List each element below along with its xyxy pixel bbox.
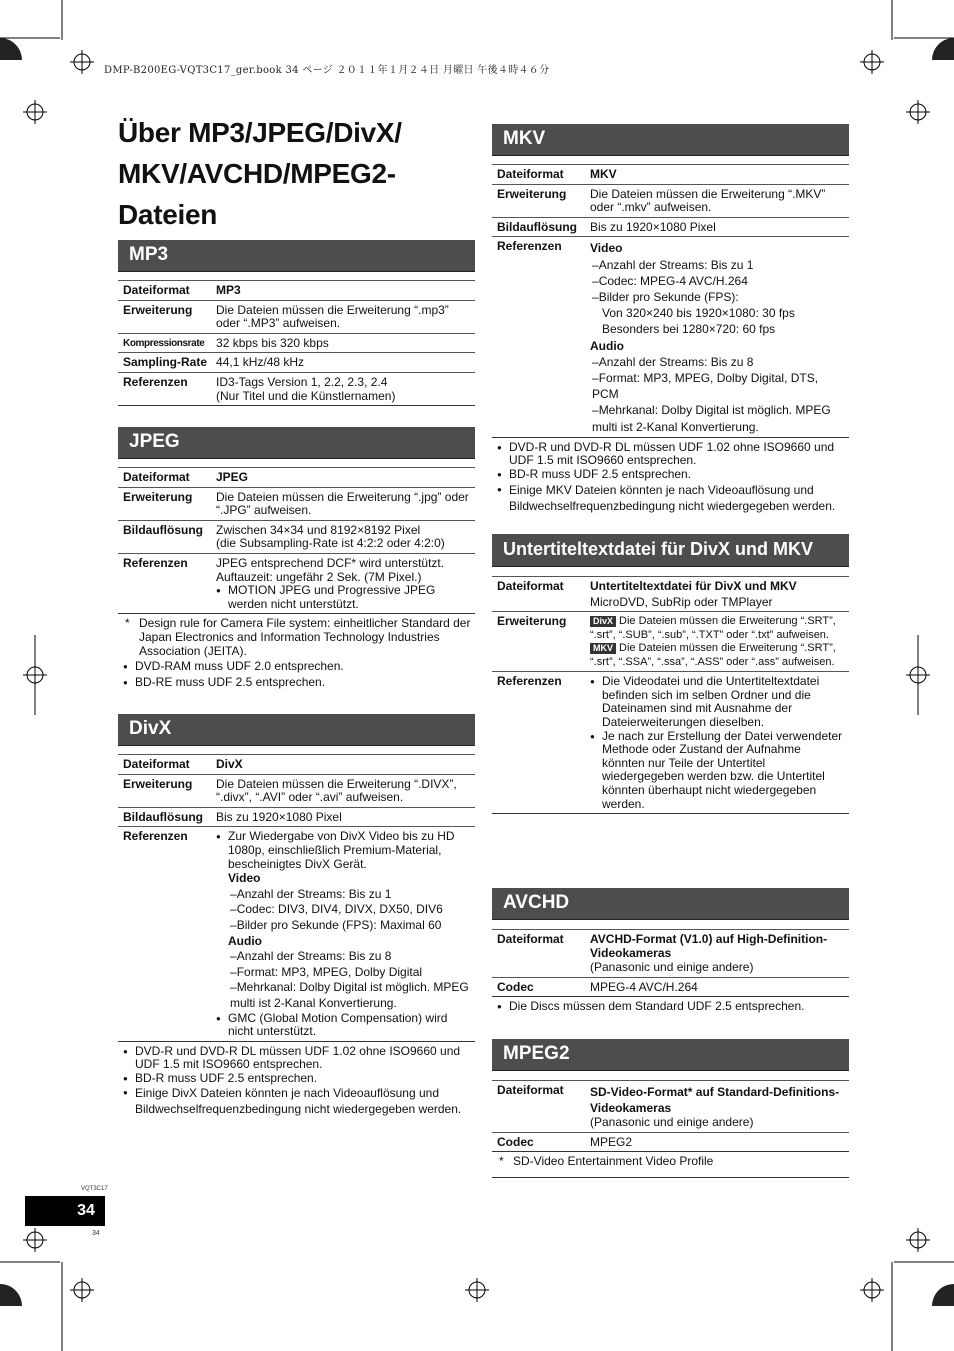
table-row: Dateiformat MP3 (118, 281, 475, 301)
table-row: Codec MPEG-4 AVC/H.264 (492, 977, 849, 997)
vqt-code: VQT3C17 (81, 1186, 108, 1192)
table-row: Erweiterung Die Dateien müssen die Erweiterung “.jpg” oder “.JPG” aufweisen. (118, 487, 475, 520)
table-row: Bildauflösung Zwischen 34×34 und 8192×8192 Pixel (die Subsampling-Rate ist 4:2:2 oder 4:2:0) (118, 520, 475, 553)
table-row: Bildauflösung Bis zu 1920×1080 Pixel (492, 217, 849, 237)
table-row: Dateiformat MKV (492, 165, 849, 185)
section-heading-mkv: MKV (492, 124, 849, 156)
section-heading-subtitle: Untertiteltextdatei für DivX und MKV (492, 534, 849, 567)
section-heading-mpeg2: MPEG2 (492, 1039, 849, 1071)
jpeg-table (118, 467, 475, 614)
section-jpeg (118, 427, 475, 689)
table-row: Bildauflösung Bis zu 1920×1080 Pixel (118, 807, 475, 827)
divx-notes: ● DVD-R und DVD-R DL müssen UDF 1.02 ohne ISO9660 und UDF 1.5 mit ISO9660 entsprechen. ● BD-R muss UDF 2.5 entsprechen. ● Einige DivX Dateien könnten je nach Videoauflösung und Bildwechselfrequenzbedingung nicht wiedergegeben werden. (118, 1042, 475, 1118)
section-heading-mp3: MP3 (118, 240, 475, 272)
table-row: Referenzen JPEG entsprechend DCF* wird unterstützt. Auftauzeit: ungefähr 2 Sek. (7M Pixel.) ● MOTION JPEG und Progressive JPEG werden nicht unterstützt. (118, 553, 475, 613)
page-number: 34 (77, 1202, 95, 1219)
page-title: Über MP3/JPEG/DivX/ MKV/AVCHD/MPEG2- Dateien (118, 117, 402, 230)
section-divx (118, 714, 475, 1117)
table-row: Codec MPEG2 (492, 1132, 849, 1152)
table-row: Dateiformat SD-Video-Format* auf Standard-Definitions-Videokameras (Panasonic und einige andere) (492, 1081, 849, 1133)
section-heading-jpeg: JPEG (118, 427, 475, 459)
small-page-number: 34 (92, 1230, 100, 1237)
section-avchd: AVCHD Dateiformat AVCHD-Format (V1.0) auf High-Definition-Videokameras (Panasonic und einige andere) Codec MPEG-4 AVC/H.264 ● Die Discs müssen dem Standard UDF 2.5 entsprechen. (492, 888, 849, 1014)
table-row: Dateiformat JPEG (118, 468, 475, 488)
mkv-table (492, 164, 849, 438)
table-row: Referenzen ID3-Tags Version 1, 2.2, 2.3, 2.4 (Nur Titel und die Künstlernamen) (118, 372, 475, 405)
print-header: DMP-B200EG-VQT3C17_ger.book 34 ページ ２０１１年１月２４日 月曜日 午後４時４６分 (104, 65, 550, 76)
section-mpeg2: MPEG2 Dateiformat SD-Video-Format* auf Standard-Definitions-Videokameras (Panasonic und einige andere) Codec MPEG2 * SD-Video Entertainment Video Profile (492, 1039, 849, 1178)
mp3-table (118, 280, 475, 406)
table-row: Referenzen ● Zur Wiedergabe von DivX Video bis zu HD 1080p, einschließlich Premium-Material, bescheinigtes DivX Gerät. Video – Anzahl der Streams: Bis zu 1 – Codec: DIV3, DIV4, DIVX, DX50, DIV6 – Bilder pro Sekunde (FPS): Maximal 60 Audio – Anzahl der Streams: Bis zu 8 – Format: MP3, MPEG, Dolby Digital – Mehrkanal: Dolby Digital ist möglich. MPEG multi ist 2-Kanal Konvertierung. ● GMC (Global Motion Compensation) wird nicht unterstützt. (118, 827, 475, 1041)
divider (492, 1177, 849, 1178)
mpeg2-table (492, 1080, 849, 1152)
section-mp3 (118, 240, 475, 406)
table-row: Erweiterung Die Dateien müssen die Erweiterung “.MKV” oder “.mkv” aufweisen. (492, 184, 849, 217)
table-row: Dateiformat AVCHD-Format (V1.0) auf High-Definition-Videokameras (Panasonic und einige andere) (492, 930, 849, 978)
table-row: Dateiformat Untertiteltextdatei für DivX und MKV MicroDVD, SubRip oder TMPlayer (492, 577, 849, 612)
section-heading-divx: DivX (118, 714, 475, 746)
divx-table (118, 754, 475, 1042)
subtitle-table (492, 576, 849, 814)
divx-badge: DivX (590, 616, 616, 627)
table-row: Referenzen Video – Anzahl der Streams: Bis zu 1 – Codec: MPEG-4 AVC/H.264 – Bilder pro Sekunde (FPS): Von 320×240 bis 1920×1080: 30 fps Besonders bei 1280×720: 60 fps Audio – Anzahl der Streams: Bis zu 8 – Format: MP3, MPEG, Dolby Digital, DTS, PCM – Mehrkanal: Dolby Digital ist möglich. MPEG multi ist 2-Kanal Konvertierung. (492, 237, 849, 437)
page-number-box (25, 1196, 105, 1226)
mkv-badge: MKV (590, 643, 616, 654)
table-row: Erweiterung DivX Die Dateien müssen die Erweiterung “.SRT”, “.srt”, “.SUB”, “.sub”, “.TXT” oder “.txt” aufweisen. MKV Die Dateien müssen die Erweiterung “.SRT”, “.srt”, “.SSA”, “.ssa”, “.ASS” oder “.ass” aufweisen. (492, 612, 849, 672)
section-subtitle (492, 534, 849, 814)
mkv-notes: ● DVD-R und DVD-R DL müssen UDF 1.02 ohne ISO9660 und UDF 1.5 mit ISO9660 entsprechen. ● BD-R muss UDF 2.5 entsprechen. ● Einige MKV Dateien könnten je nach Videoauflösung und Bildwechselfrequenzbedingung nicht wiedergegeben werden. (492, 438, 849, 514)
section-heading-avchd: AVCHD (492, 888, 849, 920)
table-row: Kompressionsrate 32 kbps bis 320 kbps (118, 333, 475, 353)
table-row: Sampling-Rate 44,1 kHz/48 kHz (118, 353, 475, 373)
table-row: Dateiformat DivX (118, 755, 475, 775)
section-mkv (492, 124, 849, 514)
jpeg-notes: * Design rule for Camera File system: einheitlicher Standard der Japan Electronics and Information Technology Industries Association (JEITA). ● DVD-RAM muss UDF 2.0 entsprechen. ● BD-RE muss UDF 2.5 entsprechen. (118, 614, 475, 689)
table-row: Referenzen ● Die Videodatei und die Untertiteltextdatei befinden sich im selben Ordner und die Dateinamen sind mit Ausnahme der Dateierweiterungen dieselben. ● Je nach zur Erstellung der Datei verwendeter Methode oder Zustand der Aufnahme könnten nur Teile der Untertitel wiedergegeben werden bzw. die Untertitel könnten überhaupt nicht wiedergegeben werden. (492, 672, 849, 814)
avchd-table (492, 929, 849, 997)
table-row: Erweiterung Die Dateien müssen die Erweiterung “.DIVX”, “.divx”, “.AVI” oder “.avi” aufweisen. (118, 774, 475, 807)
table-row: Erweiterung Die Dateien müssen die Erweiterung “.mp3” oder “.MP3” aufweisen. (118, 300, 475, 333)
